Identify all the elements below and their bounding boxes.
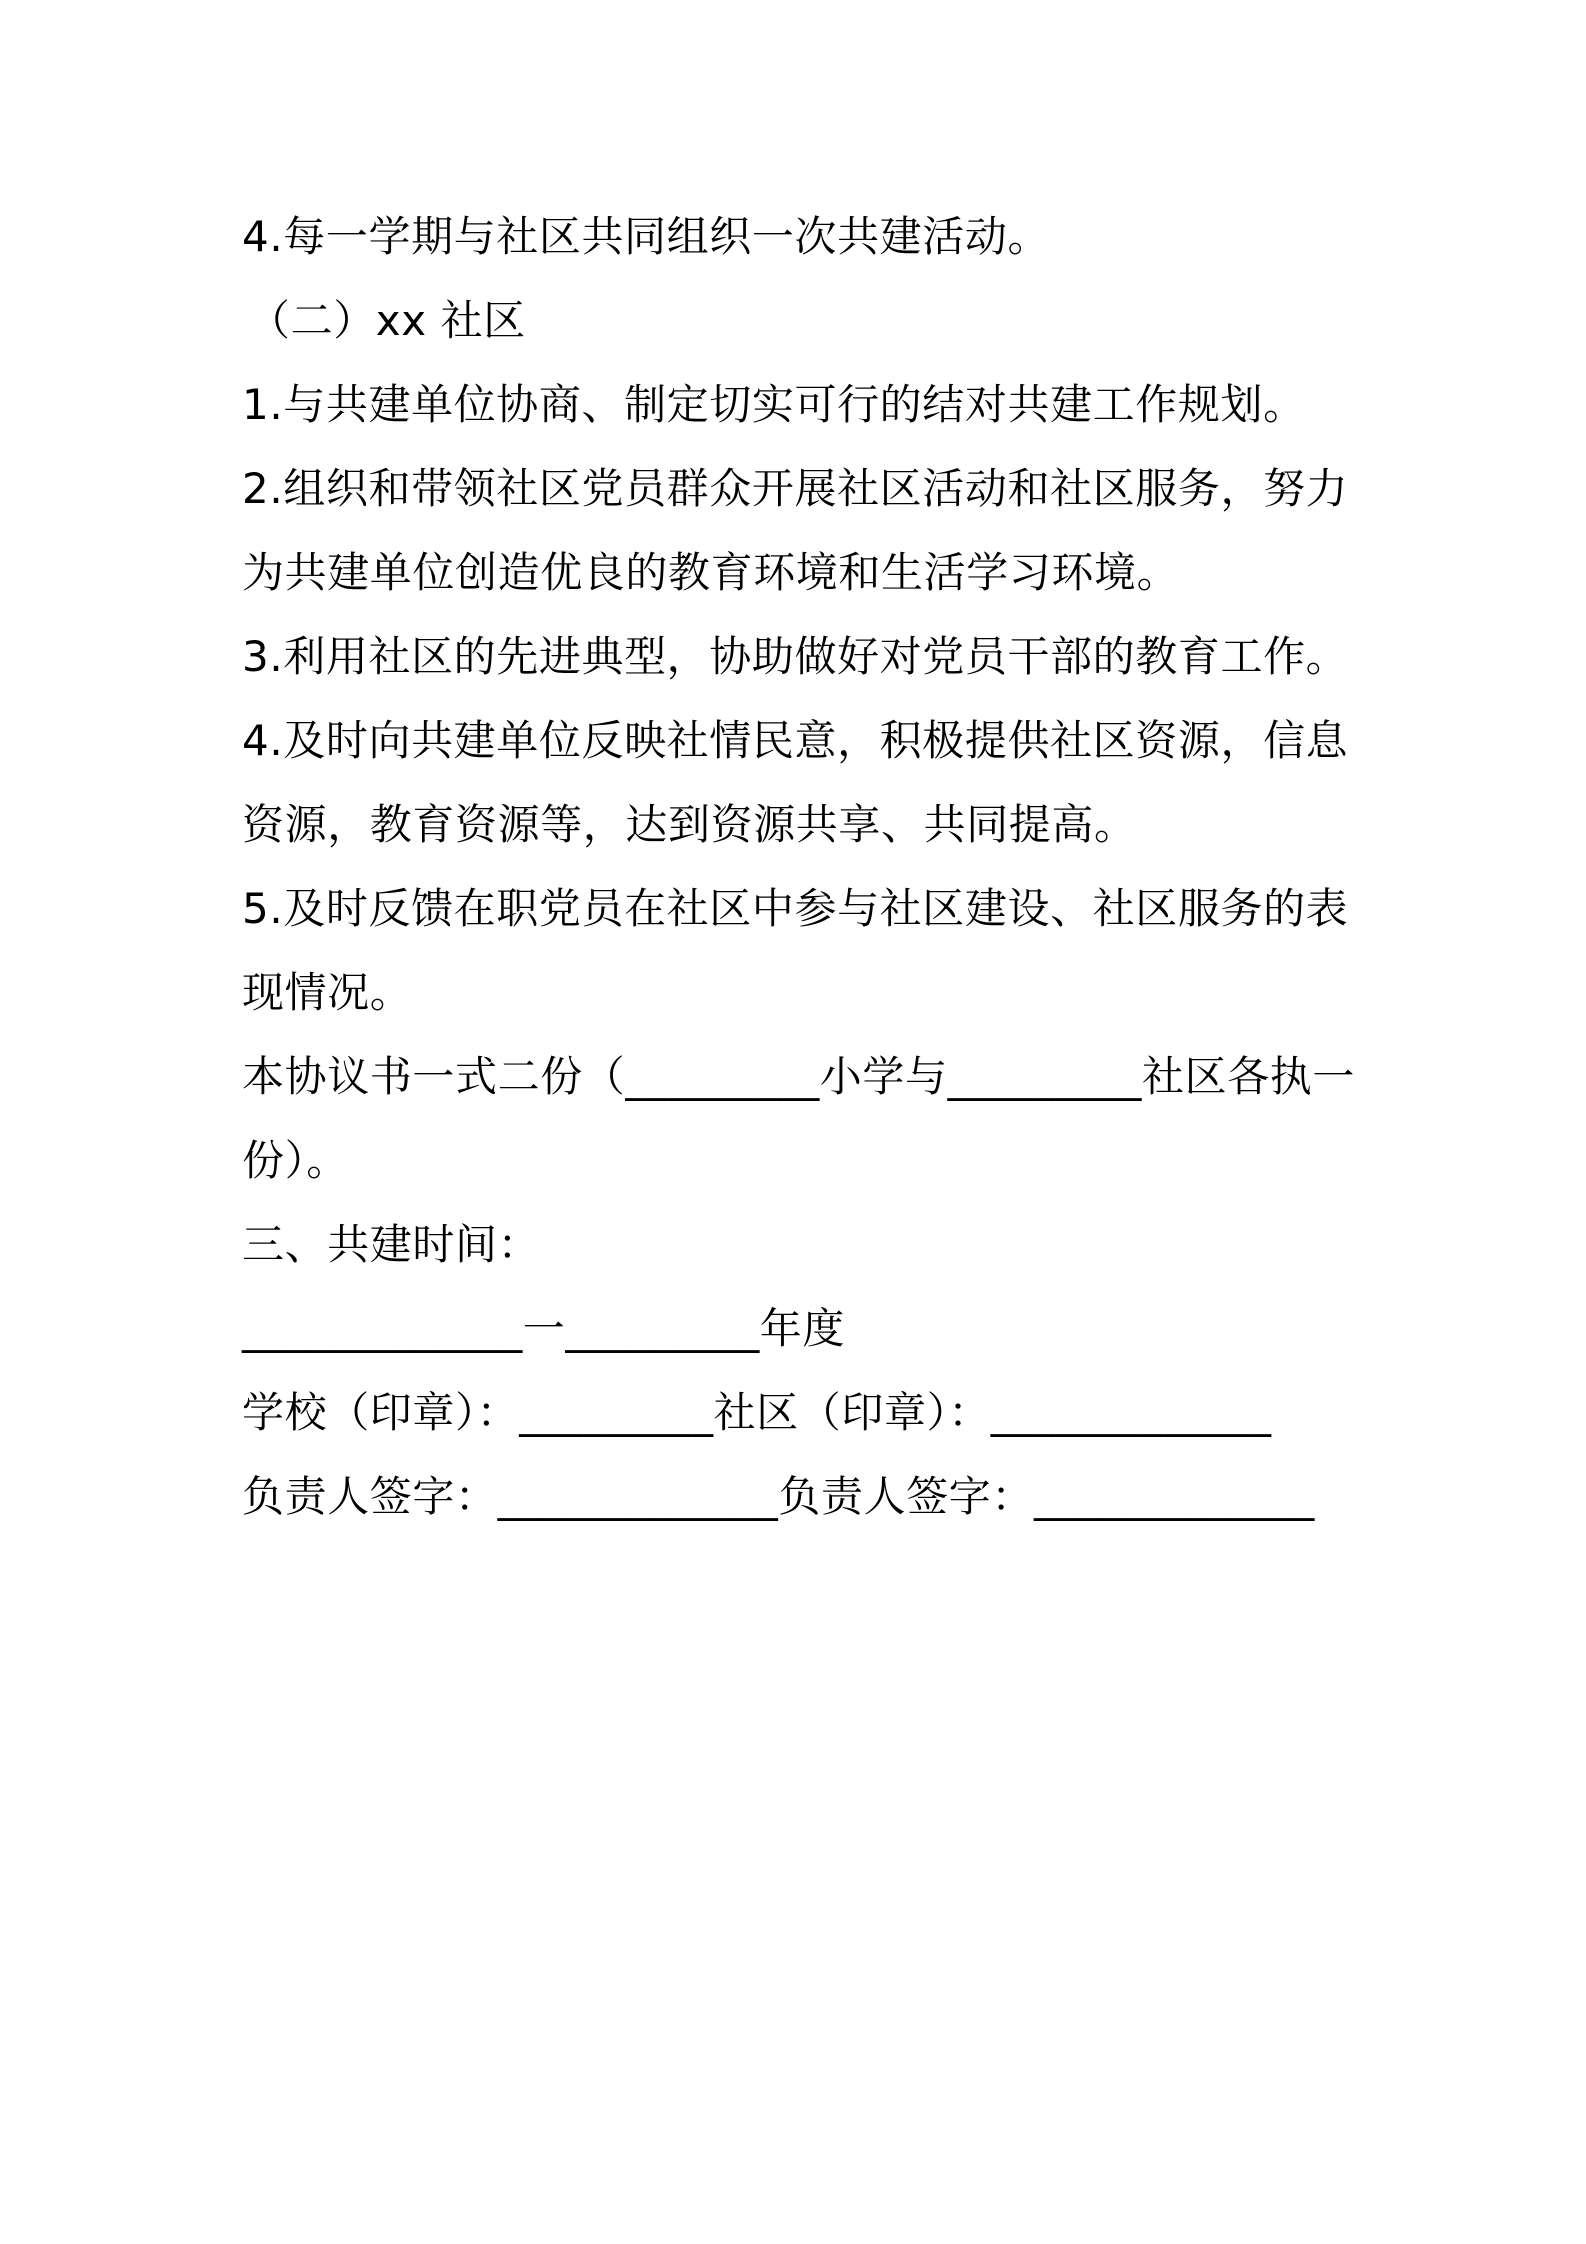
copies-statement-line-2: 份）。 xyxy=(242,1136,349,1185)
clause-5-community-line-1: 5.及时反馈在职党员在社区中参与社区建设、社区服务的表 xyxy=(242,884,1349,933)
term-years-blank: _____________一_________年度 xyxy=(242,1304,845,1353)
clause-2-community-line-1: 2.组织和带领社区党员群众开展社区活动和社区服务，努力 xyxy=(242,464,1349,513)
clause-4-school: 4.每一学期与社区共同组织一次共建活动。 xyxy=(242,212,1051,261)
signature-line: 负责人签字：_____________负责人签字：_____________ xyxy=(242,1472,1315,1521)
clause-5-community-line-2: 现情况。 xyxy=(242,968,413,1017)
section-heading-community: （二）xx 社区 xyxy=(248,296,526,345)
clause-3-community: 3.利用社区的先进典型，协助做好对党员干部的教育工作。 xyxy=(242,632,1349,681)
copies-statement-line-1: 本协议书一式二份（_________小学与_________社区各执一 xyxy=(242,1052,1356,1101)
clause-2-community-line-2: 为共建单位创造优良的教育环境和生活学习环境。 xyxy=(242,548,1180,597)
clause-4-community-line-1: 4.及时向共建单位反映社情民意，积极提供社区资源，信息 xyxy=(242,716,1349,765)
section-heading-term: 三、共建时间： xyxy=(242,1220,541,1269)
seal-line: 学校（印章）：_________社区（印章）：_____________ xyxy=(242,1388,1272,1437)
document-body xyxy=(242,195,1360,1539)
clause-4-community-line-2: 资源，教育资源等，达到资源共享、共同提高。 xyxy=(242,800,1137,849)
clause-1-community: 1.与共建单位协商、制定切实可行的结对共建工作规划。 xyxy=(242,380,1306,429)
